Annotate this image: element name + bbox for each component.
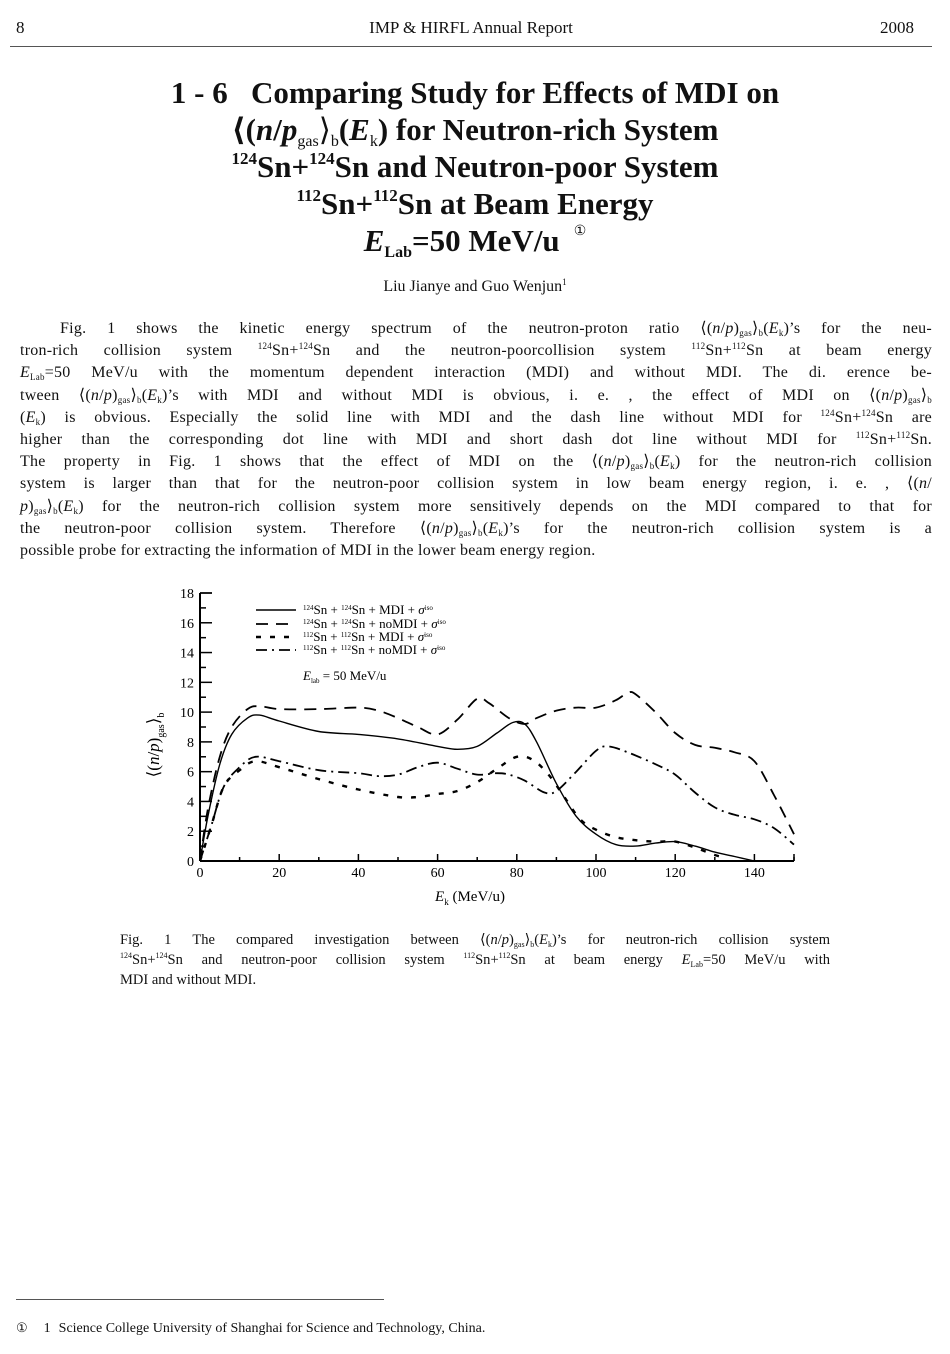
sym: ’s [508, 519, 520, 537]
caption-line [120, 950, 830, 970]
sym: / [927, 475, 932, 493]
sym: Sn [869, 431, 888, 449]
footnote-marker[interactable]: ① [573, 224, 587, 239]
legend-part: Sn + [313, 629, 341, 644]
sym: E [681, 952, 691, 968]
sym: ⟨( [78, 386, 91, 404]
sym: p [894, 386, 903, 404]
y-label-p: p [144, 743, 163, 752]
x-tick-label: 80 [509, 866, 524, 881]
t: for neutron-rich collision system [566, 932, 830, 948]
sym: Sn [272, 342, 290, 360]
y-label-close: ⟩ [144, 717, 163, 725]
sym: 124 [120, 951, 132, 960]
figure-1-chart [140, 580, 810, 910]
sym: / [611, 453, 617, 471]
sym: gas [908, 394, 921, 405]
legend-part: Sn + noMDI + [351, 616, 432, 631]
sym: gas [513, 940, 525, 949]
y-tick-label: 10 [180, 706, 194, 722]
journal-year: 2008 [880, 18, 914, 37]
sym: ⟩ [643, 453, 650, 471]
sym: Sn [875, 408, 894, 426]
t: and neutron-poor collision system [182, 952, 464, 968]
sym: ( [654, 453, 661, 471]
title-line-5 [100, 222, 850, 259]
sym: / [440, 519, 445, 537]
sym: n [256, 112, 274, 147]
t: with MDI and without MDI is obvious, i. e. , the effect of MDI on [178, 386, 870, 404]
chart-axes [180, 587, 794, 881]
t: higher than the corresponding dot line with MDI and short dash dot line without MDI for [20, 431, 856, 449]
sym: p [103, 386, 113, 404]
title-text-2: for Neutron-rich System [388, 112, 719, 147]
y-tick-label: 18 [180, 587, 194, 602]
series-line-short-dash [200, 756, 727, 861]
y-tick-label: 16 [180, 616, 194, 632]
sym: Sn [910, 431, 928, 449]
sym: E [20, 364, 31, 382]
sym: 112 [463, 951, 476, 960]
sym: 112 [498, 951, 511, 960]
sym: + [852, 408, 862, 426]
sym: + [289, 342, 299, 360]
legend-part: 112 [340, 644, 352, 652]
sym: E [349, 112, 370, 147]
x-tick-label: 20 [272, 866, 287, 881]
t: Fig. 1 The compared investigation between [120, 932, 481, 948]
legend-part: 124 [303, 604, 314, 612]
legend-part: Sn + [313, 616, 342, 631]
sym: ’s [556, 932, 567, 948]
sym: p [501, 932, 510, 948]
body-paragraph [20, 318, 932, 562]
sym: Lab [384, 244, 412, 261]
sym: k [547, 940, 552, 949]
sym: ) [503, 519, 509, 537]
sym: gas [458, 527, 472, 538]
sym: b [649, 461, 655, 472]
legend-part: Sn + [313, 642, 341, 657]
sym: E [363, 223, 385, 258]
y-label-open: ⟨( [144, 765, 163, 778]
text-line: $p)_{gas}⟩_b(E_k)$ for the neutron-rich collision system more sensitively depends on the MDI compared to that for [20, 497, 932, 516]
sym: E [539, 932, 548, 948]
t: for the neutron-rich collision system is a [519, 519, 933, 537]
sym: ⟨( [480, 932, 491, 948]
sym: ⟩ [751, 320, 759, 337]
sym: / [99, 386, 104, 404]
sym: 112 [373, 186, 398, 205]
affiliation-mark: 1 [562, 277, 567, 287]
sym: Sn [257, 149, 292, 184]
footnote-rule [16, 1299, 384, 1300]
sym: k [498, 527, 504, 538]
legend-entry [303, 602, 433, 617]
legend-part: σ [418, 602, 425, 617]
legend-part: σ [431, 616, 438, 631]
legend-part: Sn + MDI + [351, 629, 418, 644]
y-axis-label [144, 713, 167, 778]
legend-part: Sn + noMDI + [351, 642, 431, 657]
sym: E [147, 386, 158, 404]
text-line: the neutron-poor collision system. Therefore $⟨(n/p)_{gas}⟩_b(E_k)’s$ for the neutron-rich collision system is a [20, 519, 933, 538]
sym: + [355, 186, 374, 221]
author-names: Liu Jianye and Guo Wenjun [383, 278, 563, 295]
sym: ) [162, 386, 168, 404]
x-tick-label: 60 [430, 866, 445, 881]
caption-line: Fig. 1 The compared investigation between $⟨(n/p)_{gas}⟩_b(E_k)’s$ for neutron-rich collision system [120, 932, 830, 949]
t: Fig. 1 shows the kinetic energy spectrum of the neutron-proton ratio [60, 320, 701, 337]
sym: k [73, 505, 79, 516]
legend-part: 112 [340, 631, 352, 639]
y-tick-label: 12 [180, 676, 194, 692]
text-line [20, 473, 932, 495]
caption-line [120, 970, 830, 990]
annot-E: E [303, 668, 311, 683]
title-line-2 [100, 111, 850, 148]
sym: + [722, 342, 733, 360]
y-tick-label: 2 [187, 825, 194, 841]
x-label-k: k [444, 897, 449, 907]
series-line-dash [200, 692, 794, 861]
t: =50 MeV/u with the momentum dependent interaction (MDI) and without MDI. The di. erence be- [44, 364, 932, 382]
sym: n [603, 453, 612, 471]
title-text-3: Sn and Neutron-poor System [334, 149, 719, 184]
sym: ( [141, 386, 148, 404]
sym: b [330, 133, 339, 150]
text-line: The property in Fig. 1 shows that the effect of MDI on the $⟨(n/p)_{gas}⟩_b(E_k)$ for the neutron-rich collision [20, 453, 933, 472]
sym: k [157, 394, 163, 405]
x-tick-label: 140 [743, 866, 765, 881]
y-tick-label: 14 [180, 646, 194, 662]
sym: + [887, 431, 897, 449]
y-label-slash: / [144, 751, 163, 757]
t: at beam energy [525, 952, 682, 968]
t: for the neutron-rich collision [680, 453, 933, 471]
sym: Sn [475, 952, 491, 968]
sym: gas [297, 133, 319, 150]
sym: p [281, 112, 298, 147]
sym: b [53, 505, 58, 516]
sym: Sn [312, 342, 331, 360]
t: for the neutron-rich collision system more sensitively depends on the MDI compared to that for [83, 497, 932, 515]
x-tick-label: 120 [664, 866, 686, 881]
sym: 124 [309, 149, 335, 168]
sym: Sn [132, 952, 148, 968]
sym: 124 [231, 149, 257, 168]
sym: ) [674, 453, 681, 471]
sym: gas [117, 394, 131, 405]
legend-part: iso [424, 604, 433, 612]
x-tick-label: 100 [585, 866, 607, 881]
journal-title: IMP & HIRFL Annual Report [369, 18, 573, 37]
x-tick-label: 40 [351, 866, 366, 881]
sym: ’s [167, 386, 179, 404]
t: system is larger than that for the neutron-poor collision system in low beam energy region, i. e. , [20, 475, 907, 493]
chart-legend [256, 602, 446, 685]
authors [0, 278, 950, 296]
sym: ⟨( [700, 320, 713, 337]
sym: k [369, 133, 378, 150]
y-tick-label: 4 [187, 795, 194, 811]
title-line-1 [100, 74, 850, 111]
sym: k [670, 461, 675, 472]
series-line-solid [200, 715, 754, 861]
y-label-b: b [156, 712, 167, 718]
sym: / [889, 386, 895, 404]
sym: + [147, 952, 156, 968]
y-tick-label: 8 [187, 735, 194, 751]
sym: 124 [257, 341, 273, 352]
x-tick-label: 0 [196, 866, 204, 881]
t: and the neutron-poorcollision system [330, 342, 692, 360]
x-label-E: E [435, 889, 445, 905]
sym: Lab [30, 372, 45, 383]
sym: p [20, 497, 29, 515]
series-line-dash-dot [200, 746, 794, 861]
legend-part: iso [437, 644, 446, 652]
sym: 124 [820, 407, 835, 418]
sym: Sn [745, 342, 764, 360]
sym: n [90, 386, 100, 404]
legend-part: σ [430, 642, 438, 657]
t: =50 MeV/u with [702, 952, 830, 968]
legend-part: 124 [341, 604, 352, 612]
sym: k [778, 328, 784, 338]
sym: ( [763, 320, 769, 337]
text-line: tween $⟨(n/p)_{gas}⟩_b(E_k)’s$ with MDI and without MDI is obvious, i. e. , the effect of MDI on $⟨(n/p)_{gas}⟩_b$ [20, 386, 932, 405]
sym: ( [20, 408, 26, 426]
sym: Sn [834, 408, 853, 426]
sym: p [616, 453, 625, 471]
sym: + [291, 149, 310, 184]
text-line [20, 362, 932, 384]
text-line [20, 429, 932, 451]
legend-part: Sn + MDI + [351, 602, 419, 617]
title-text-1: Comparing Study for Effects of MDI on [250, 75, 780, 110]
sym: ) [551, 932, 557, 948]
running-header [10, 14, 932, 47]
t: possible probe for extracting the information of MDI in the lower beam energy region. [20, 542, 596, 560]
t: MDI and without MDI. [120, 972, 257, 988]
energy-annotation [302, 668, 387, 685]
sym: E [25, 408, 36, 426]
legend-part: Sn + [313, 602, 342, 617]
text-line: Fig. 1 shows the kinetic energy spectrum of the neutron-proton ratio $⟨(n/p)_{gas}⟩_b(E_k)’s$ for the neu- [60, 320, 932, 338]
title-line-3 [100, 148, 850, 185]
sym: ⟨( [419, 519, 432, 537]
legend-part: 112 [303, 631, 314, 639]
text-line [20, 340, 932, 362]
legend-part: σ [417, 629, 425, 644]
sym: 112 [896, 430, 911, 441]
sym: ’s [789, 320, 801, 337]
x-label-unit: (MeV/u) [448, 889, 505, 905]
sym: ⟩ [318, 112, 331, 147]
sym: E [768, 320, 779, 337]
figure-caption [120, 930, 830, 990]
sym: ⟩ [920, 386, 928, 404]
sym: p [444, 519, 454, 537]
text-line [20, 407, 932, 429]
x-axis-label [434, 889, 505, 907]
sym: 112 [732, 341, 746, 352]
y-tick-label: 6 [187, 765, 194, 781]
sym: 112 [296, 186, 322, 205]
legend-part: 124 [303, 618, 314, 626]
y-label-n: n [144, 756, 163, 766]
sym: ) [783, 320, 790, 337]
sym: ) [377, 112, 389, 147]
y-label-gas: gas [156, 724, 167, 738]
t: at beam energy [763, 342, 933, 360]
sym: ⟩ [130, 386, 137, 404]
t: the neutron-poor collision system. Therefore [20, 519, 420, 537]
sym: E [488, 519, 499, 537]
y-label-paren: ) [144, 737, 163, 744]
sym: n [919, 475, 928, 493]
sym: E [63, 497, 74, 515]
sym: / [273, 112, 282, 147]
sym: b [477, 527, 483, 538]
sym: ( [57, 497, 64, 515]
sym: Lab [690, 960, 703, 969]
legend-part: 112 [303, 644, 314, 652]
sym: gas [739, 328, 752, 338]
sym: n [881, 386, 890, 404]
sym: gas [630, 461, 644, 472]
sym: Sn [705, 342, 723, 360]
footnote [16, 1320, 485, 1337]
sym: ⟩ [46, 497, 54, 515]
sym: ( [338, 112, 350, 147]
sym: ⟨( [591, 453, 604, 471]
sym: Sn [167, 952, 183, 968]
footnote-number: 1 [43, 1321, 51, 1336]
t: tron-rich collision system [20, 342, 258, 360]
sym: 124 [861, 407, 876, 418]
sym: n [490, 932, 498, 948]
footnote-marker-ref: ① [16, 1320, 28, 1335]
sym: n [431, 519, 441, 537]
t: tween [20, 386, 79, 404]
sym: Sn [321, 186, 356, 221]
sym: k [35, 416, 41, 427]
sym: ⟨( [906, 475, 920, 493]
legend-part: 124 [341, 618, 352, 626]
sym: ⟩ [524, 932, 531, 948]
sym: b [927, 394, 932, 405]
sym: ⟨( [231, 112, 256, 147]
sym: 112 [855, 430, 870, 441]
article-number: 1 - 6 [170, 75, 228, 110]
title-text-4: Sn at Beam Energy [397, 186, 654, 221]
annot-lab: lab [310, 677, 320, 685]
sym: Sn [510, 952, 526, 968]
sym: / [720, 320, 726, 337]
t: for the neu- [800, 320, 932, 337]
sym: ⟩ [471, 519, 478, 537]
t: . [927, 431, 932, 449]
sym: gas [33, 505, 47, 516]
title-text-5: =50 MeV/u [412, 223, 560, 258]
sym: ) [78, 497, 84, 515]
annot-value: = 50 MeV/u [319, 668, 387, 683]
y-tick-label: 0 [187, 855, 194, 870]
chart-curves [200, 692, 794, 861]
sym: / [497, 932, 502, 948]
sym: 124 [155, 951, 168, 960]
t: The property in Fig. 1 shows that the effect of MDI on the [20, 453, 592, 471]
sym: n [712, 320, 721, 337]
sym: p [725, 320, 734, 337]
t: is obvious. Especially the solid line with MDI and the dash line without MDI for [45, 408, 821, 426]
sym: 112 [691, 341, 706, 352]
sym: ⟨( [869, 386, 882, 404]
t: are [893, 408, 933, 426]
sym: b [530, 940, 535, 949]
sym: b [758, 328, 764, 338]
legend-part: iso [424, 631, 433, 639]
text-line [20, 540, 932, 562]
legend-entry [303, 642, 446, 657]
article-title [100, 74, 850, 259]
sym: 124 [298, 341, 313, 352]
footnote-text: Science College University of Shanghai for Science and Technology, China. [58, 1321, 486, 1336]
sym: b [136, 394, 142, 405]
sym: ( [534, 932, 540, 948]
page-number: 8 [16, 18, 25, 37]
sym: + [490, 952, 499, 968]
sym: ) [40, 408, 46, 426]
legend-part: iso [437, 618, 446, 626]
sym: E [660, 453, 671, 471]
title-line-4 [100, 185, 850, 222]
sym: ( [482, 519, 489, 537]
